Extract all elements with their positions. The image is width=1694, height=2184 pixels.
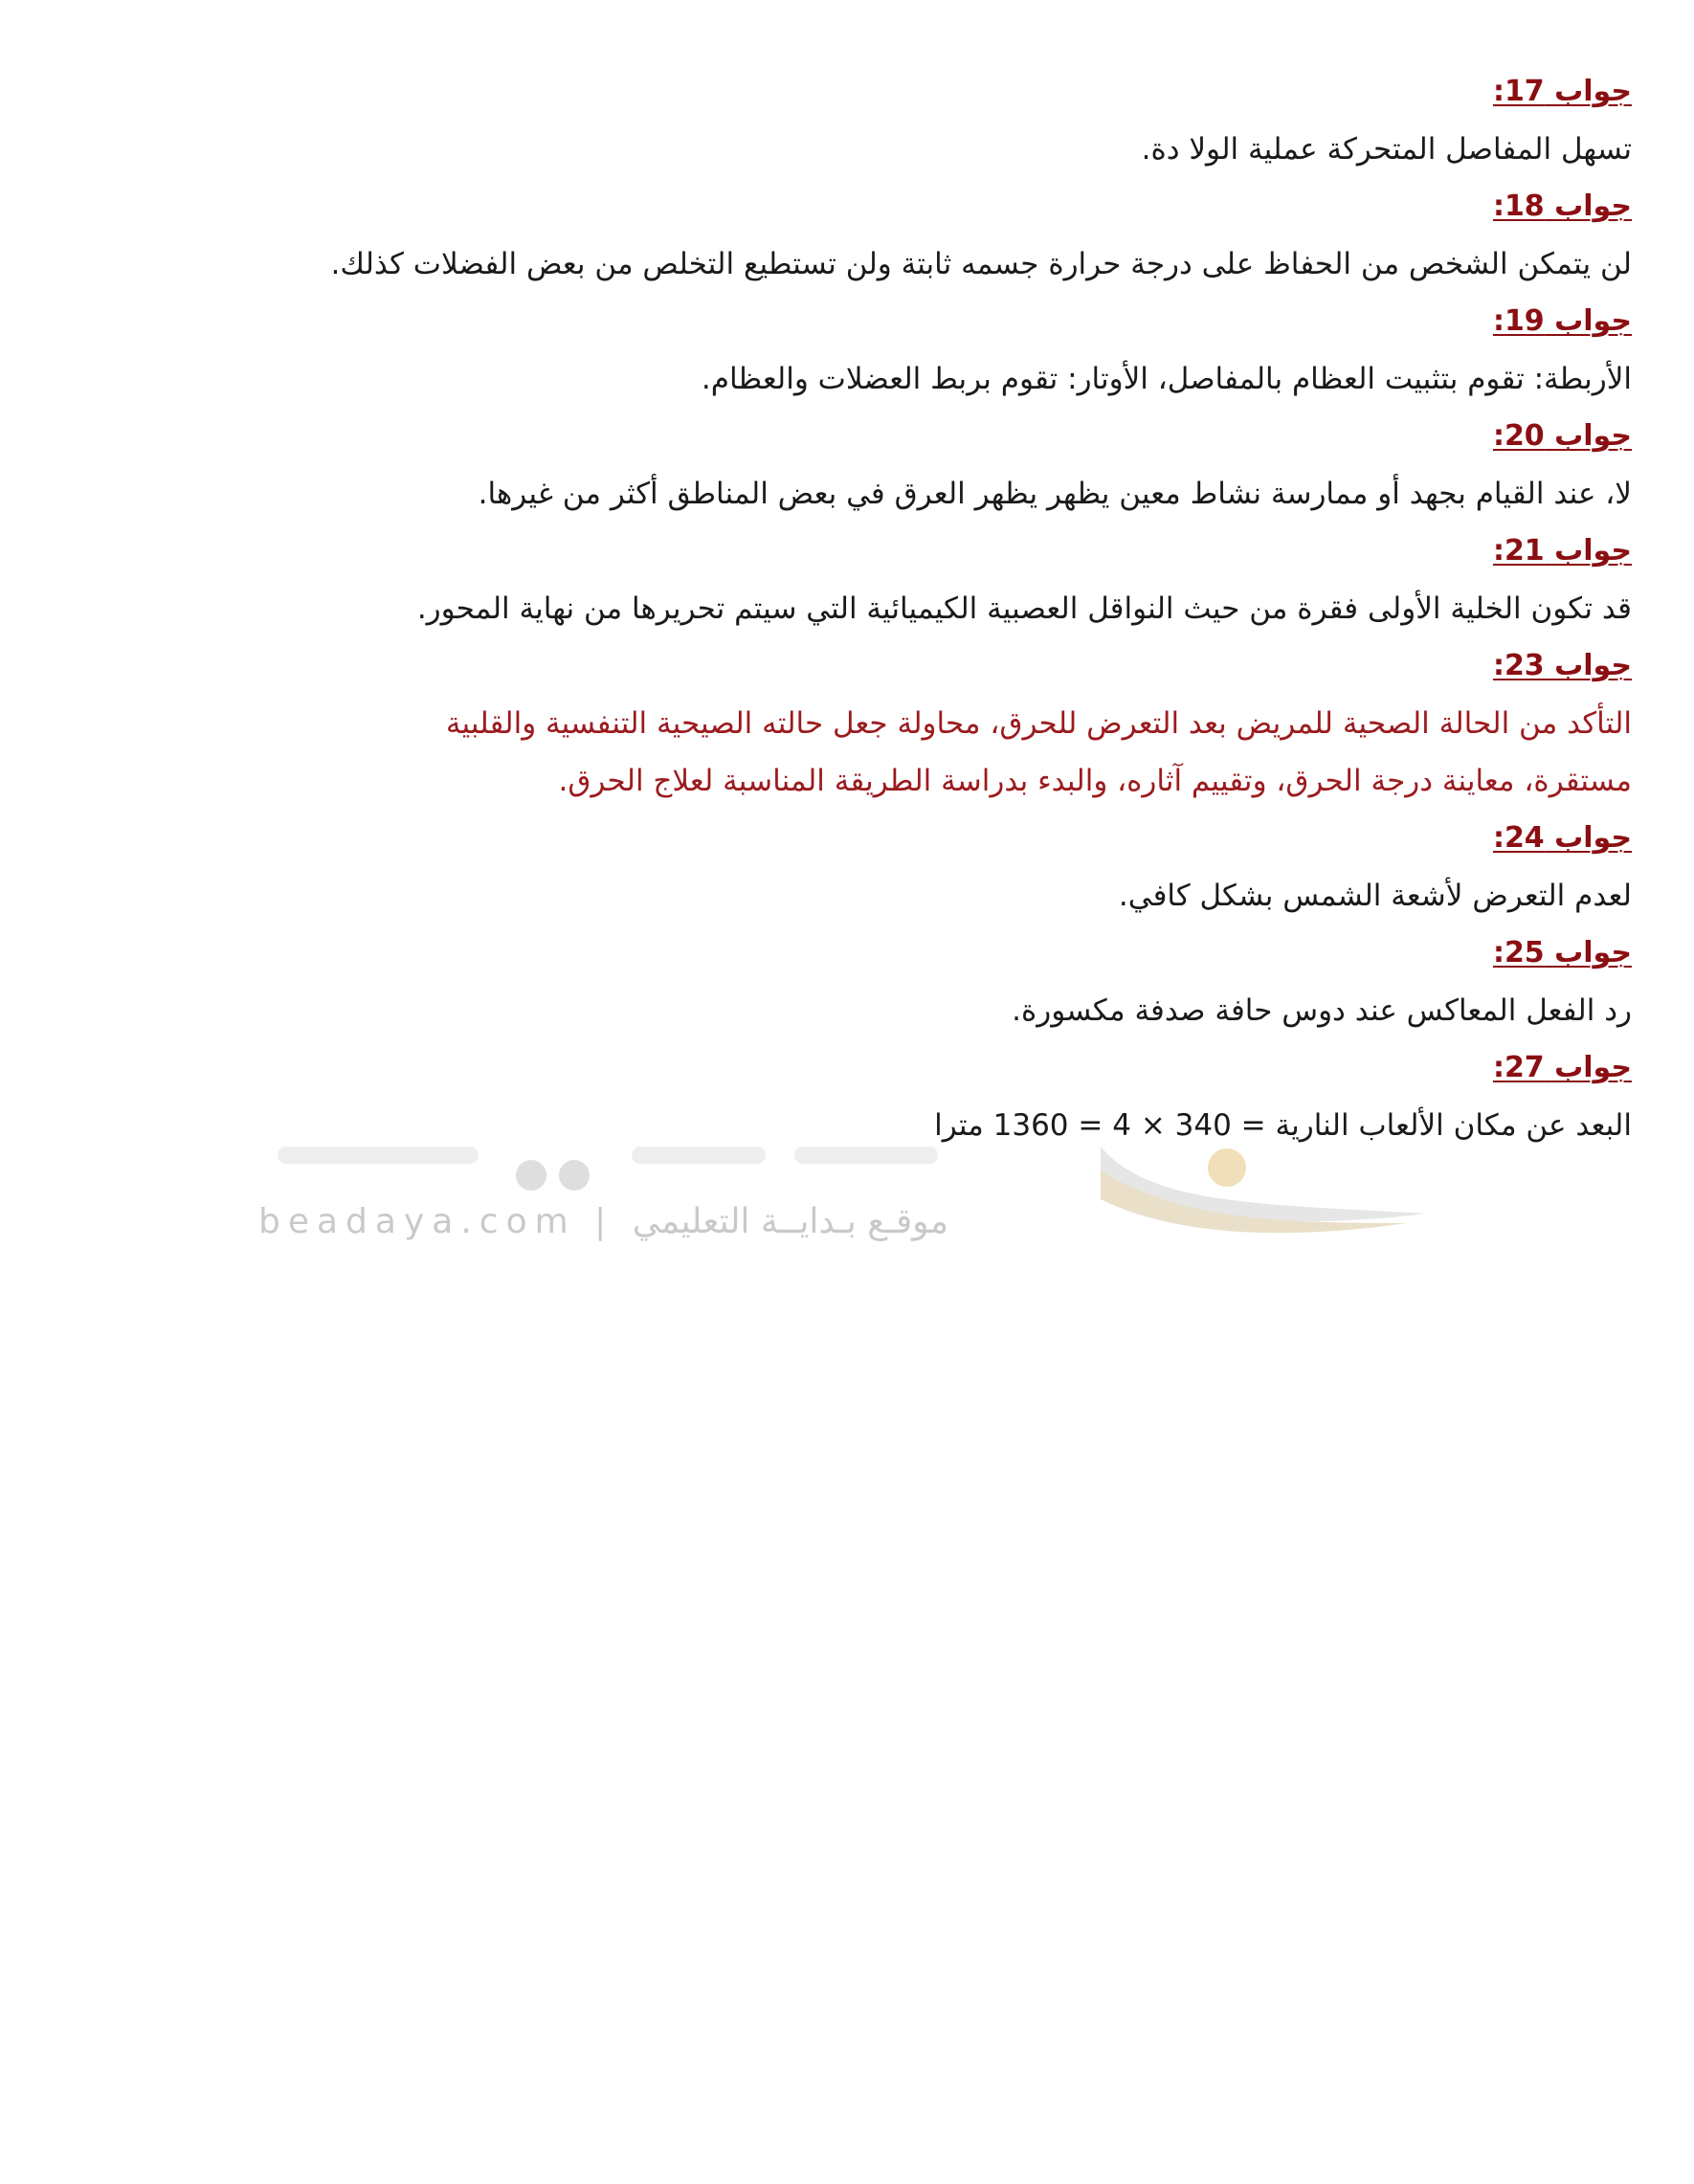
answer-title: جواب 21: — [1492, 534, 1632, 568]
answer-19 — [153, 293, 1632, 408]
answer-27 — [153, 1039, 1632, 1154]
answer-23 — [153, 637, 1632, 810]
answer-title: جواب 23: — [1492, 649, 1632, 682]
answer-text: لا، عند القيام بجهد أو ممارسة نشاط معين يظهر يظهر العرق في بعض المناطق أكثر من غيرها. — [478, 477, 1632, 511]
answer-text: تسهل المفاصل المتحركة عملية الولا دة. — [1141, 132, 1632, 167]
answer-text: لعدم التعرض لأشعة الشمس بشكل كافي. — [1118, 879, 1632, 913]
answer-24 — [153, 810, 1632, 925]
answer-title: جواب 18: — [1492, 189, 1632, 223]
answer-text: مستقرة، معاينة درجة الحرق، وتقييم آثاره، والبدء بدراسة الطريقة المناسبة لعلاج الحرق. — [558, 764, 1632, 798]
answer-title: جواب 24: — [1492, 821, 1632, 855]
answer-title: جواب 19: — [1492, 304, 1632, 338]
answer-21 — [153, 523, 1632, 637]
answer-17 — [153, 63, 1632, 178]
site-watermark — [258, 1147, 1445, 1261]
answer-title: جواب 27: — [1492, 1051, 1632, 1084]
answer-title: جواب 17: — [1492, 75, 1632, 108]
answer-text: لن يتمكن الشخص من الحفاظ على درجة حرارة جسمه ثابتة ولن تستطيع التخلص من بعض الفضلات كذلك. — [330, 247, 1632, 281]
answer-text: الأربطة: تقوم بتثبيت العظام بالمفاصل، الأوتار: تقوم بربط العضلات والعظام. — [701, 362, 1632, 396]
answer-text: التأكد من الحالة الصحية للمريض بعد التعرض للحرق، محاولة جعل حالته الصيحية التنفسية والقلبية — [445, 706, 1632, 741]
answer-text: البعد عن مكان الألعاب النارية = 340 × 4 = 1360 مترا — [934, 1108, 1632, 1143]
answer-text: قد تكون الخلية الأولى فقرة من حيث النواقل العصبية الكيميائية التي سيتم تحريرها من نهاية المحور. — [416, 591, 1632, 626]
watermark-text: beadaya.com | موقـع بـدايــة التعليمي — [258, 1202, 949, 1241]
answer-25 — [153, 925, 1632, 1039]
answer-title: جواب 20: — [1492, 419, 1632, 453]
answer-text: رد الفعل المعاكس عند دوس حافة صدفة مكسورة. — [1012, 993, 1632, 1028]
answer-18 — [153, 178, 1632, 293]
answer-title: جواب 25: — [1492, 936, 1632, 969]
answer-20 — [153, 408, 1632, 523]
answers-list — [153, 63, 1632, 1154]
